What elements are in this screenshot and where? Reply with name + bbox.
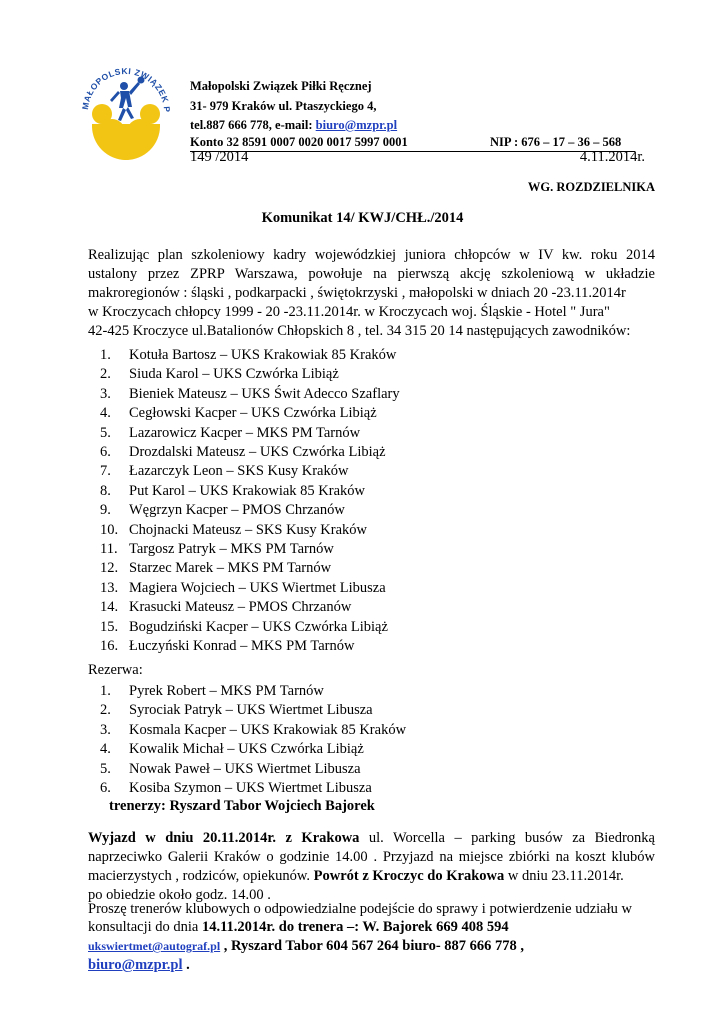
list-item: 9. Węgrzyn Kacper – PMOS Chrzanów bbox=[100, 502, 345, 519]
page-title: Komunikat 14/ KWJ/CHŁ./2014 bbox=[261, 210, 464, 226]
intro-line: Realizując plan szkoleniowy kadry wojewódzkiej juniora chłopców w IV kw. roku 2014 bbox=[88, 247, 655, 263]
list-item: 3. Kosmala Kacper – UKS Krakowiak 85 Kraków bbox=[100, 721, 407, 738]
org-name: Małopolski Związek Piłki Ręcznej bbox=[190, 79, 372, 93]
organization-logo bbox=[74, 52, 178, 166]
recipient-label: WG. ROZDZIELNIKA bbox=[527, 180, 655, 194]
departure-line: naprzeciwko Galerii Kraków o godzinie 14.00 . Przyjazd na miejsce zbiórki na koszt klubów bbox=[88, 849, 655, 865]
org-address: 31- 979 Kraków ul. Ptaszyckiego 4, bbox=[190, 99, 377, 113]
intro-line: w Kroczycach chłopcy 1999 - 20 -23.11.2014r. w Kroczycach woj. Śląskie - Hotel " Jura" bbox=[88, 304, 610, 320]
intro-line: 42-425 Kroczyce ul.Batalionów Chłopskich 8 , tel. 34 315 20 14 następujących zawodników: bbox=[88, 323, 631, 339]
bank-account: Konto 32 8591 0007 0020 0017 5997 0001 bbox=[190, 135, 408, 149]
org-contact bbox=[190, 117, 397, 134]
list-item: 16. Łuczyński Konrad – MKS PM Tarnów bbox=[100, 638, 355, 655]
list-item: 12. Starzec Marek – MKS PM Tarnów bbox=[100, 560, 332, 577]
list-item: 15. Bogudziński Kacper – UKS Czwórka Libiąż bbox=[100, 618, 388, 635]
list-item: 8. Put Karol – UKS Krakowiak 85 Kraków bbox=[100, 482, 365, 499]
list-item: 5. Lazarowicz Kacper – MKS PM Tarnów bbox=[100, 424, 361, 441]
intro-line: makroregionów : śląski , podkarpacki , świętokrzyski , małopolski w dniach 20 -23.11.2014r bbox=[88, 285, 626, 301]
list-item: 4. Kowalik Michał – UKS Czwórka Libiąż bbox=[100, 741, 364, 758]
departure-line: Wyjazd w dniu 20.11.2014r. z Krakowa ul. Worcella – parking busów za Biedronką bbox=[88, 830, 655, 846]
svg-text:MAŁOPOLSKI ZWIĄZEK PIŁKI RĘCZN: MAŁOPOLSKI ZWIĄZEK P bbox=[79, 65, 173, 113]
list-item: 2. Syrociak Patryk – UKS Wiertmet Libusza bbox=[100, 702, 373, 719]
closing-line: Proszę trenerów klubowych o odpowiedzialne podejście do sprawy i potwierdzenie udziału w bbox=[88, 901, 632, 917]
nip-number: NIP : 676 – 17 – 36 – 568 bbox=[490, 135, 622, 149]
list-item: 2. Siuda Karol – UKS Czwórka Libiąż bbox=[100, 366, 339, 383]
players-list bbox=[100, 346, 400, 657]
list-item: 11. Targosz Patryk – MKS PM Tarnów bbox=[100, 541, 334, 558]
reference-number: 149 /2014 bbox=[190, 149, 249, 165]
list-item: 1. Pyrek Robert – MKS PM Tarnów bbox=[100, 683, 324, 699]
list-item: 5. Nowak Paweł – UKS Wiertmet Libusza bbox=[100, 760, 361, 777]
list-item: 4. Cegłowski Kacper – UKS Czwórka Libiąż bbox=[100, 405, 377, 422]
ref-line bbox=[190, 149, 645, 166]
closing-line: ukswiertmet@autograf.pl , Ryszard Tabor 604 567 264 biuro- 887 666 778 , bbox=[88, 938, 525, 954]
list-item: 10. Chojnacki Mateusz – SKS Kusy Kraków bbox=[100, 521, 368, 538]
org-email-link[interactable]: biuro@mzpr.pl bbox=[315, 118, 398, 132]
intro-line: ustalony przez ZPRP Warszawa, powołuje na pierwszą akcję szkoleniową w układzie bbox=[88, 266, 655, 282]
departure-line: macierzystych , rodziców, opiekunów. Powrót z Kroczyc do Krakowa w dniu 23.11.2014r. bbox=[88, 868, 624, 884]
coaches-line: trenerzy: Ryszard Tabor Wojciech Bajorek bbox=[109, 798, 375, 814]
reserve-label: Rezerwa: bbox=[88, 662, 143, 678]
coach-email-link[interactable]: ukswiertmet@autograf.pl bbox=[88, 939, 221, 953]
list-item: 1. Kotuła Bartosz – UKS Krakowiak 85 Kraków bbox=[100, 347, 397, 363]
list-item: 6. Drozdalski Mateusz – UKS Czwórka Libiąż bbox=[100, 444, 386, 461]
list-item: 14. Krasucki Mateusz – PMOS Chrzanów bbox=[100, 599, 352, 616]
closing-line: konsultacji do dnia 14.11.2014r. do trenera –: W. Bajorek 669 408 594 bbox=[88, 919, 509, 935]
departure-line: po obiedzie około godz. 14.00 . bbox=[88, 887, 271, 903]
list-item: 6. Kosiba Szymon – UKS Wiertmet Libusza bbox=[100, 780, 372, 797]
document-date: 4.11.2014r. bbox=[579, 149, 645, 165]
reserves-list bbox=[100, 682, 406, 798]
list-item: 7. Łazarczyk Leon – SKS Kusy Kraków bbox=[100, 463, 349, 480]
office-email-link[interactable]: biuro@mzpr.pl bbox=[88, 957, 183, 973]
contact-phone: tel.887 666 778, e-mail: bbox=[190, 118, 316, 132]
closing-line: biuro@mzpr.pl . bbox=[88, 957, 190, 973]
list-item: 13. Magiera Wojciech – UKS Wiertmet Libusza bbox=[100, 579, 386, 596]
list-item: 3. Bieniek Mateusz – UKS Świt Adecco Szaflary bbox=[100, 385, 400, 402]
